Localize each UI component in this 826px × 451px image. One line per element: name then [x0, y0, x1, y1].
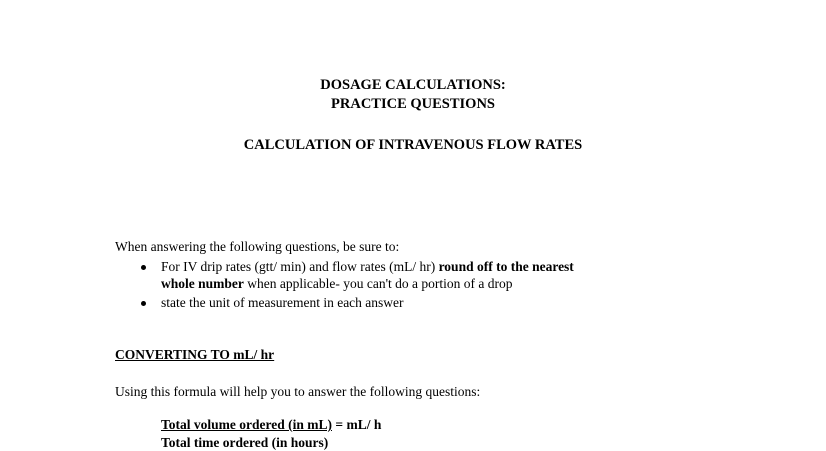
bullet-icon [141, 265, 146, 270]
page-title-line2: PRACTICE QUESTIONS [331, 96, 495, 112]
page-title-line1: DOSAGE CALCULATIONS: [320, 77, 506, 93]
instructions-intro: When answering the following questions, be sure to: [115, 239, 400, 254]
section-heading: CONVERTING TO mL/ hr [115, 347, 275, 362]
bullet-item-1-line1 [161, 259, 574, 275]
bullet-text: when applicable- you can't do a portion of a drop [243, 276, 513, 291]
formula-numerator: Total volume ordered (in mL) [161, 417, 332, 432]
bullet-icon [141, 301, 146, 306]
formula-equals: = mL/ h [335, 417, 382, 432]
bullet-item-1-line2 [161, 276, 513, 292]
bullet-item-2-text: state the unit of measurement in each answer [161, 295, 404, 310]
formula-intro: Using this formula will help you to answer the following questions: [115, 384, 481, 399]
bullet-text: For IV drip rates (gtt/ min) and flow rates (mL/ hr) [161, 259, 439, 274]
formula-denominator: Total time ordered (in hours) [161, 435, 329, 450]
page-subtitle: CALCULATION OF INTRAVENOUS FLOW RATES [243, 137, 583, 153]
formula-line [161, 417, 381, 433]
bullet-bold-text: round off to the nearest [438, 259, 574, 274]
bullet-bold-text: whole number [161, 276, 244, 291]
